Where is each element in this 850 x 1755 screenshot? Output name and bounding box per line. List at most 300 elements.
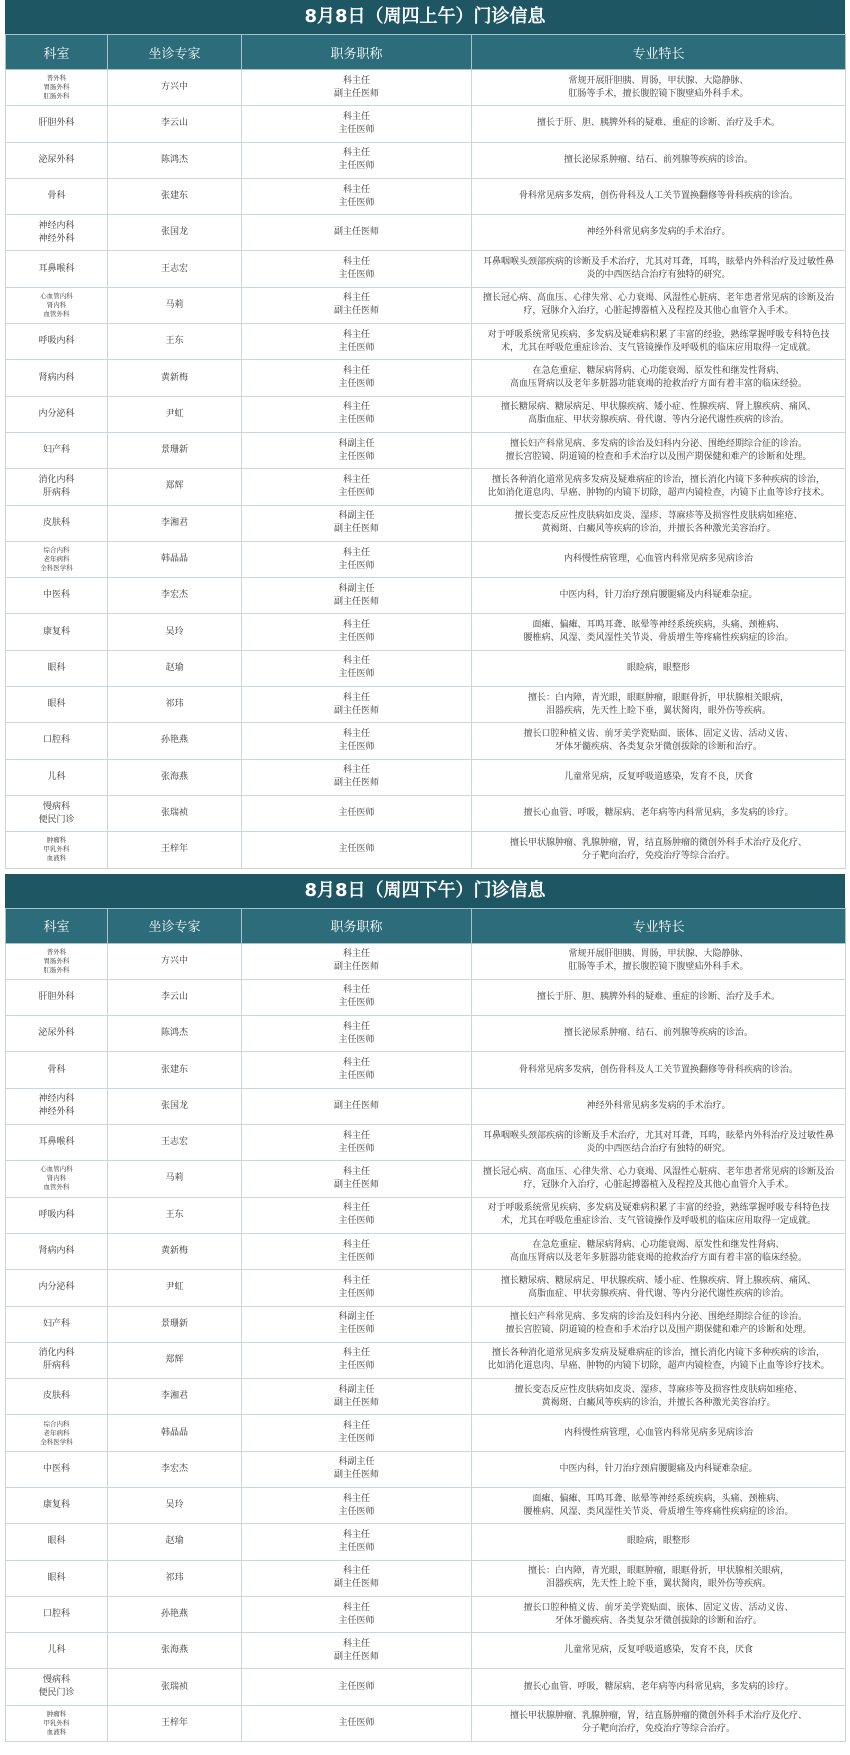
title-cell-text: 主任医师 [338,844,375,855]
specialty-cell [472,1487,846,1523]
title-cell-text: 主任医师 [338,808,375,819]
specialty-cell-text: 擅长口腔种植义齿、前牙美学瓷贴面、嵌体、固定义齿、活动义齿、 牙体牙髓疾病、各类复杂牙微创拔除的诊断和治疗。 [523,728,794,752]
table-row [6,1233,846,1269]
dept-cell [6,1633,108,1669]
doctor-cell-text: 王东 [165,336,184,347]
specialty-cell [472,178,846,214]
title-cell [242,650,472,686]
specialty-cell [472,795,846,831]
title-cell-text: 科主任 主任医师 [338,1275,375,1299]
specialty-cell [472,541,846,577]
title-cell [242,251,472,287]
table-row [6,469,846,505]
specialty-cell [472,215,846,251]
dept-cell-text: 普外科 胃肠外科 肛肠外科 [43,947,70,974]
doctor-cell [108,832,242,868]
doctor-cell [108,1560,242,1596]
title-cell [242,1125,472,1161]
specialty-cell-text: 擅长泌尿系肿瘤、结石、前列腺等疾病的诊治。 [563,154,753,165]
specialty-cell [472,1342,846,1378]
table-row [6,1052,846,1088]
title-cell [242,1415,472,1451]
specialty-cell [472,142,846,178]
dept-cell [6,70,108,106]
specialty-cell [472,687,846,723]
doctor-cell [108,505,242,541]
dept-cell-text: 口腔科 [42,735,70,746]
doctor-cell-text: 张海燕 [160,1645,188,1656]
specialty-cell-text: 擅长糖尿病、糖尿病足、甲状腺疾病、矮小症、性腺疾病、肾上腺疾病、痛风、 高脂血症、甲状旁腺疾病、骨代谢、等内分泌代谢性疾病的诊治。 [500,402,816,426]
dept-cell-text: 眼科 [47,1536,66,1547]
specialty-cell-text: 对于呼吸系统常见疾病、多发病及疑难病积累了丰富的经验，熟练掌握呼吸专科特色技 术，尤其在呼吸危重症诊治、支气管镜操作及呼吸机的临床应用取得一定成就。 [487,1203,830,1227]
title-cell-text: 科主任 副主任医师 [333,692,379,716]
doctor-cell [108,142,242,178]
specialty-cell-text: 擅长于肝、胆、胰脾外科的疑难、重症的诊断、治疗及手术。 [536,118,780,129]
doctor-cell [108,1088,242,1124]
session-title: 8月8日（周四上午）门诊信息 [5,0,845,34]
title-cell-text: 科副主任 主任医师 [338,438,375,462]
specialty-cell [472,723,846,759]
specialty-cell [472,979,846,1015]
title-cell [242,1342,472,1378]
doctor-cell [108,1052,242,1088]
dept-cell-text: 呼吸内科 [38,1209,75,1220]
specialty-cell [472,505,846,541]
title-cell-text: 科副主任 副主任医师 [333,511,379,535]
header-specialty: 专业特长 [472,35,846,70]
doctor-cell [108,759,242,795]
dept-cell [6,324,108,360]
doctor-cell-text: 郑辉 [165,481,184,492]
table-row [6,106,846,142]
title-cell [242,70,472,106]
dept-cell-text: 耳鼻喉科 [38,1137,75,1148]
doctor-cell [108,687,242,723]
title-cell [242,614,472,650]
table-row [6,1705,846,1741]
dept-cell [6,1596,108,1632]
specialty-cell-text: 耳鼻咽喉头颈部疾病的诊断及手术治疗，尤其对耳聋，耳鸣，眩晕内外科治疗及过敏性鼻 炎的中西医结合治疗有独特的研究。 [482,1130,834,1154]
title-cell [242,759,472,795]
doctor-cell-text: 孙艳燕 [160,1609,188,1620]
specialty-cell [472,1560,846,1596]
specialty-cell-text: 在急危重症、糖尿病肾病、心功能衰竭、原发性和继发性肾病、 高血压肾病以及老年多脏器功能衰竭的抢救治疗方面有着丰富的临床经验。 [509,1239,807,1263]
table-row [6,1125,846,1161]
doctor-cell-text: 方兴中 [160,82,188,93]
doctor-cell [108,251,242,287]
title-cell [242,1197,472,1233]
title-cell [242,1669,472,1705]
title-cell [242,795,472,831]
dept-cell [6,215,108,251]
title-cell [242,215,472,251]
title-cell-text: 科主任 副主任医师 [333,949,379,973]
specialty-cell [472,1379,846,1415]
dept-cell [6,432,108,468]
doctor-cell [108,178,242,214]
specialty-cell [472,1306,846,1342]
title-cell-text: 科主任 主任医师 [338,184,375,208]
title-cell [242,1560,472,1596]
title-cell [242,1487,472,1523]
table-row [6,1596,846,1632]
doctor-cell-text: 李湘君 [160,1391,188,1402]
table-row [6,650,846,686]
table-body [6,70,846,869]
table-row [6,1669,846,1705]
doctor-cell [108,469,242,505]
specialty-cell-text: 常规开展肝胆胰、胃肠，甲状腺、大隐静脉、 肛肠等手术，擅长腹腔镜下腹壁疝外科手术。 [568,75,749,99]
doctor-cell [108,578,242,614]
specialty-cell-text: 擅长口腔种植义齿、前牙美学瓷贴面、嵌体、固定义齿、活动义齿、 牙体牙髓疾病、各类复杂牙微创拔除的诊断和治疗。 [523,1602,794,1626]
title-cell-text: 副主任医师 [333,227,379,238]
doctor-cell [108,1379,242,1415]
header-title: 职务职称 [242,35,472,70]
header-doctor: 坐诊专家 [108,35,242,70]
dept-cell-text: 皮肤科 [42,517,70,528]
doctor-cell-text: 李宏杰 [160,590,188,601]
doctor-cell-text: 祁玮 [165,1572,184,1583]
dept-cell-text: 肝胆外科 [38,991,75,1002]
title-cell [242,1705,472,1741]
title-cell-text: 科主任 主任医师 [338,366,375,390]
doctor-cell-text: 黄新梅 [160,1246,188,1257]
dept-cell [6,759,108,795]
specialty-cell-text: 擅长：白内障，青光眼，眼眶肿瘤，眼眶骨折，甲状腺相关眼病， 泪器疾病，先天性上睑下垂，翼状胬肉，眼外伤等疾病。 [527,1566,789,1590]
dept-cell [6,979,108,1015]
specialty-cell-text: 骨科常见病多发病，创伤骨科及人工关节置换翻修等骨科疾病的诊治。 [518,1064,798,1075]
doctor-cell-text: 马莉 [165,299,184,310]
doctor-cell-text: 尹虹 [165,1282,184,1293]
table-row [6,1379,846,1415]
doctor-cell [108,1524,242,1560]
doctor-cell-text: 张国龙 [160,227,188,238]
title-cell-text: 科主任 主任医师 [338,1058,375,1082]
table-row [6,759,846,795]
dept-cell-text: 儿科 [47,1645,66,1656]
doctor-cell-text: 李湘君 [160,517,188,528]
dept-cell [6,469,108,505]
dept-cell-text: 肾病内科 [38,1246,75,1257]
title-cell-text: 科主任 主任医师 [338,474,375,498]
doctor-cell [108,1161,242,1197]
dept-cell [6,614,108,650]
dept-cell-text: 耳鼻喉科 [38,263,75,274]
doctor-cell-text: 韩晶晶 [160,554,188,564]
title-cell [242,287,472,323]
header-title: 职务职称 [242,908,472,943]
title-cell [242,1524,472,1560]
table-row [6,1487,846,1523]
specialty-cell-text: 面瘫、偏瘫、耳鸣耳聋、眩晕等神经系统疾病，头痛、颈椎病、 腰椎病、风湿、类风湿性关节炎、骨质增生等疼痛性疾病症的诊治。 [523,620,794,644]
dept-cell [6,360,108,396]
title-cell-text: 科主任 主任医师 [338,1021,375,1045]
dept-cell [6,1270,108,1306]
dept-cell [6,1379,108,1415]
doctor-cell-text: 陈鸿杰 [160,1028,188,1039]
table-body [6,943,846,1742]
schedule-table [5,34,846,869]
title-cell-text: 科主任 主任医师 [338,1602,375,1626]
title-cell-text: 科副主任 副主任医师 [333,583,379,607]
table-row [6,1016,846,1052]
specialty-cell-text: 在急危重症、糖尿病肾病、心功能衰竭、原发性和继发性肾病、 高血压肾病以及老年多脏器功能衰竭的抢救治疗方面有着丰富的临床经验。 [509,366,807,390]
title-cell [242,1596,472,1632]
doctor-cell [108,979,242,1015]
dept-cell-text: 神经内科 神经外科 [38,1094,75,1118]
table-row [6,324,846,360]
dept-cell [6,1306,108,1342]
dept-cell-text: 口腔科 [42,1609,70,1620]
table-row [6,287,846,323]
table-header-row [6,35,846,70]
dept-cell-text: 慢病科 便民门诊 [38,1675,75,1699]
title-cell [242,106,472,142]
title-cell-text: 科主任 副主任医师 [333,1566,379,1590]
table-row [6,614,846,650]
doctor-cell [108,1342,242,1378]
specialty-cell-text: 擅长甲状腺肿瘤、乳腺肿瘤，胃，结直肠肿瘤的微创外科手术治疗及化疗、 分子靶向治疗，免疫治疗等综合治疗。 [509,837,807,861]
specialty-cell [472,943,846,979]
specialty-cell [472,832,846,868]
dept-cell [6,1161,108,1197]
table-row [6,1306,846,1342]
doctor-cell [108,943,242,979]
doctor-cell [108,614,242,650]
dept-cell-text: 康复科 [42,626,70,637]
dept-cell [6,1052,108,1088]
dept-cell-text: 综合内科 老年病科 全科医学科 [40,1419,73,1446]
dept-cell [6,687,108,723]
specialty-cell-text: 擅长妇产科常见病、多发病的诊治及妇科内分泌、围绝经期综合征的诊治。 擅长宫腔镜、阴道镜的检查和手术治疗以及围产期保健和难产的诊断和处理。 [505,1312,812,1336]
title-cell [242,360,472,396]
title-cell [242,1052,472,1088]
specialty-cell [472,469,846,505]
schedule-table [5,908,846,1743]
session-am [0,0,850,869]
doctor-cell-text: 尹虹 [165,408,184,419]
dept-cell-text: 骨科 [47,1064,66,1075]
doctor-cell-text: 王梓年 [160,844,188,855]
specialty-cell [472,614,846,650]
specialty-cell-text: 擅长各种消化道常见病多发病及疑难病症的诊治，擅长消化内镜下多种疾病的诊治， 比如消化道息肉、早癌、肿物的内镜下切除，超声内镜检查，内镜下止血等诊疗技术。 [487,474,830,498]
specialty-cell [472,1415,846,1451]
table-row [6,1197,846,1233]
doctor-cell [108,1016,242,1052]
specialty-cell [472,1125,846,1161]
table-row [6,505,846,541]
title-cell-text: 科主任 主任医师 [338,1421,375,1445]
doctor-cell [108,287,242,323]
title-cell-text: 科副主任 副主任医师 [333,1384,379,1408]
title-cell [242,1233,472,1269]
title-cell-text: 科主任 主任医师 [338,985,375,1009]
doctor-cell-text: 张建东 [160,191,188,202]
dept-cell [6,1524,108,1560]
dept-cell [6,650,108,686]
doctor-cell-text: 李云山 [160,991,188,1002]
title-cell-text: 科主任 主任医师 [338,547,375,571]
title-cell [242,432,472,468]
doctor-cell-text: 赵瑜 [165,662,184,673]
title-cell [242,1306,472,1342]
doctor-cell-text: 方兴中 [160,955,188,966]
table-row [6,70,846,106]
specialty-cell-text: 擅长变态反应性皮肤病如皮炎、湿疹、荨麻疹等及损容性皮肤病如痤疮、 黄褐斑、白癜风等疾病的诊治，并擅长各种激光美容治疗。 [514,1384,803,1408]
doctor-cell [108,215,242,251]
doctor-cell-text: 吴玲 [165,626,184,637]
specialty-cell [472,70,846,106]
dept-cell-text: 泌尿外科 [38,154,75,165]
doctor-cell [108,106,242,142]
specialty-cell-text: 中医内科，针刀治疗颈肩腰腿痛及内科疑难杂症。 [559,1463,758,1474]
table-row [6,251,846,287]
specialty-cell [472,432,846,468]
title-cell-text: 科主任 主任医师 [338,329,375,353]
title-cell [242,324,472,360]
doctor-cell-text: 李云山 [160,118,188,129]
title-cell-text: 副主任医师 [333,1100,379,1111]
doctor-cell-text: 韩晶晶 [160,1427,188,1438]
table-row [6,1524,846,1560]
dept-cell-text: 肾病内科 [38,372,75,383]
specialty-cell-text: 中医内科，针刀治疗颈肩腰腿痛及内科疑难杂症。 [559,590,758,601]
specialty-cell [472,1052,846,1088]
table-row [6,142,846,178]
title-cell-text: 科主任 主任医师 [338,1203,375,1227]
specialty-cell-text: 擅长心血管、呼吸，糖尿病、老年病等内科常见病，多发病的诊疗。 [523,808,794,819]
doctor-cell-text: 孙艳燕 [160,735,188,746]
dept-cell-text: 消化内科 肝病科 [38,1348,75,1372]
title-cell-text: 科主任 主任医师 [338,111,375,135]
title-cell-text: 科副主任 副主任医师 [333,1457,379,1481]
specialty-cell [472,106,846,142]
doctor-cell [108,1633,242,1669]
doctor-cell-text: 郑辉 [165,1354,184,1365]
doctor-cell [108,1487,242,1523]
specialty-cell-text: 擅长于肝、胆、胰脾外科的疑难、重症的诊断、治疗及手术。 [536,991,780,1002]
doctor-cell-text: 祁玮 [165,699,184,710]
dept-cell [6,1705,108,1741]
specialty-cell [472,251,846,287]
dept-cell [6,142,108,178]
table-row [6,832,846,868]
title-cell [242,1379,472,1415]
dept-cell [6,1233,108,1269]
doctor-cell-text: 马莉 [165,1173,184,1184]
title-cell-text: 科主任 副主任医师 [333,293,379,317]
title-cell [242,943,472,979]
table-row [6,360,846,396]
specialty-cell [472,1596,846,1632]
doctor-cell [108,432,242,468]
dept-cell [6,832,108,868]
table-row [6,1415,846,1451]
table-row [6,178,846,214]
doctor-cell-text: 陈鸿杰 [160,154,188,165]
specialty-cell-text: 内科慢性病管理，心血管内科常见病多见病诊治 [563,1427,753,1438]
dept-cell-text: 中医科 [42,1463,70,1474]
dept-cell-text: 骨科 [47,191,66,202]
dept-cell-text: 中医科 [42,590,70,601]
doctor-cell-text: 王东 [165,1209,184,1220]
dept-cell-text: 内分泌科 [38,1282,75,1293]
dept-cell [6,1415,108,1451]
title-cell [242,1016,472,1052]
specialty-cell [472,1016,846,1052]
specialty-cell-text: 耳鼻咽喉头颈部疾病的诊断及手术治疗，尤其对耳聋，耳鸣，眩晕内外科治疗及过敏性鼻 炎的中西医结合治疗有独特的研究。 [482,257,834,281]
dept-cell-text: 妇产科 [42,445,70,456]
table-row [6,578,846,614]
specialty-cell-text: 对于呼吸系统常见疾病、多发病及疑难病积累了丰富的经验，熟练掌握呼吸专科特色技 术，尤其在呼吸危重症诊治、支气管镜操作及呼吸机的临床应用取得一定成就。 [487,329,830,353]
specialty-cell [472,396,846,432]
title-cell-text: 科主任 副主任医师 [333,765,379,789]
dept-cell-text: 肿瘤科 甲乳外科 血液科 [43,1709,70,1736]
table-row [6,1161,846,1197]
dept-cell [6,795,108,831]
title-cell-text: 科主任 主任医师 [338,620,375,644]
specialty-cell [472,360,846,396]
dept-cell-text: 心血管内科 肾内科 血管外科 [40,291,73,318]
title-cell-text: 科主任 主任医师 [338,148,375,172]
doctor-cell [108,650,242,686]
title-cell-text: 主任医师 [338,1681,375,1692]
doctor-cell-text: 张瑞祯 [160,1681,188,1692]
specialty-cell-text: 擅长变态反应性皮肤病如皮炎、湿疹、荨麻疹等及损容性皮肤病如痤疮、 黄褐斑、白癜风等疾病的诊治，并擅长各种激光美容治疗。 [514,511,803,535]
title-cell-text: 科主任 副主任医师 [333,1166,379,1190]
dept-cell-text: 眼科 [47,699,66,710]
doctor-cell [108,1596,242,1632]
table-row [6,1342,846,1378]
specialty-cell-text: 眼睑病，眼整形 [626,662,690,673]
title-cell-text: 科主任 副主任医师 [333,75,379,99]
dept-cell [6,1125,108,1161]
dept-cell-text: 肝胆外科 [38,118,75,129]
dept-cell [6,1669,108,1705]
specialty-cell [472,1088,846,1124]
title-cell [242,979,472,1015]
doctor-cell [108,324,242,360]
specialty-cell-text: 常规开展肝胆胰、胃肠，甲状腺、大隐静脉、 肛肠等手术，擅长腹腔镜下腹壁疝外科手术。 [568,949,749,973]
title-cell [242,142,472,178]
dept-cell [6,943,108,979]
specialty-cell-text: 擅长泌尿系肿瘤、结石、前列腺等疾病的诊治。 [563,1028,753,1039]
title-cell [242,1161,472,1197]
table-row [6,1270,846,1306]
dept-cell-text: 妇产科 [42,1318,70,1329]
dept-cell [6,1016,108,1052]
dept-cell-text: 普外科 胃肠外科 肛肠外科 [43,74,70,101]
table-row [6,979,846,1015]
doctor-cell-text: 赵瑜 [165,1536,184,1547]
title-cell-text: 科主任 主任医师 [338,257,375,281]
specialty-cell-text: 内科慢性病管理，心血管内科常见病多见病诊治 [563,554,753,564]
specialty-cell [472,1270,846,1306]
title-cell-text: 科副主任 主任医师 [338,1312,375,1336]
dept-cell [6,1342,108,1378]
dept-cell [6,1197,108,1233]
specialty-cell-text: 面瘫、偏瘫、耳鸣耳聋、眩晕等神经系统疾病，头痛、颈椎病、 腰椎病、风湿、类风湿性关节炎、骨质增生等疼痛性疾病症的诊治。 [523,1493,794,1517]
dept-cell-text: 眼科 [47,1572,66,1583]
dept-cell-text: 儿科 [47,771,66,782]
dept-cell-text: 康复科 [42,1500,70,1511]
title-cell-text: 主任医师 [338,1717,375,1728]
specialty-cell-text: 骨科常见病多发病，创伤骨科及人工关节置换翻修等骨科疾病的诊治。 [518,191,798,202]
specialty-cell [472,1161,846,1197]
title-cell [242,687,472,723]
doctor-cell [108,1306,242,1342]
specialty-cell-text: 儿童常见病，反复呼吸道感染，发育不良，厌食 [563,771,753,782]
